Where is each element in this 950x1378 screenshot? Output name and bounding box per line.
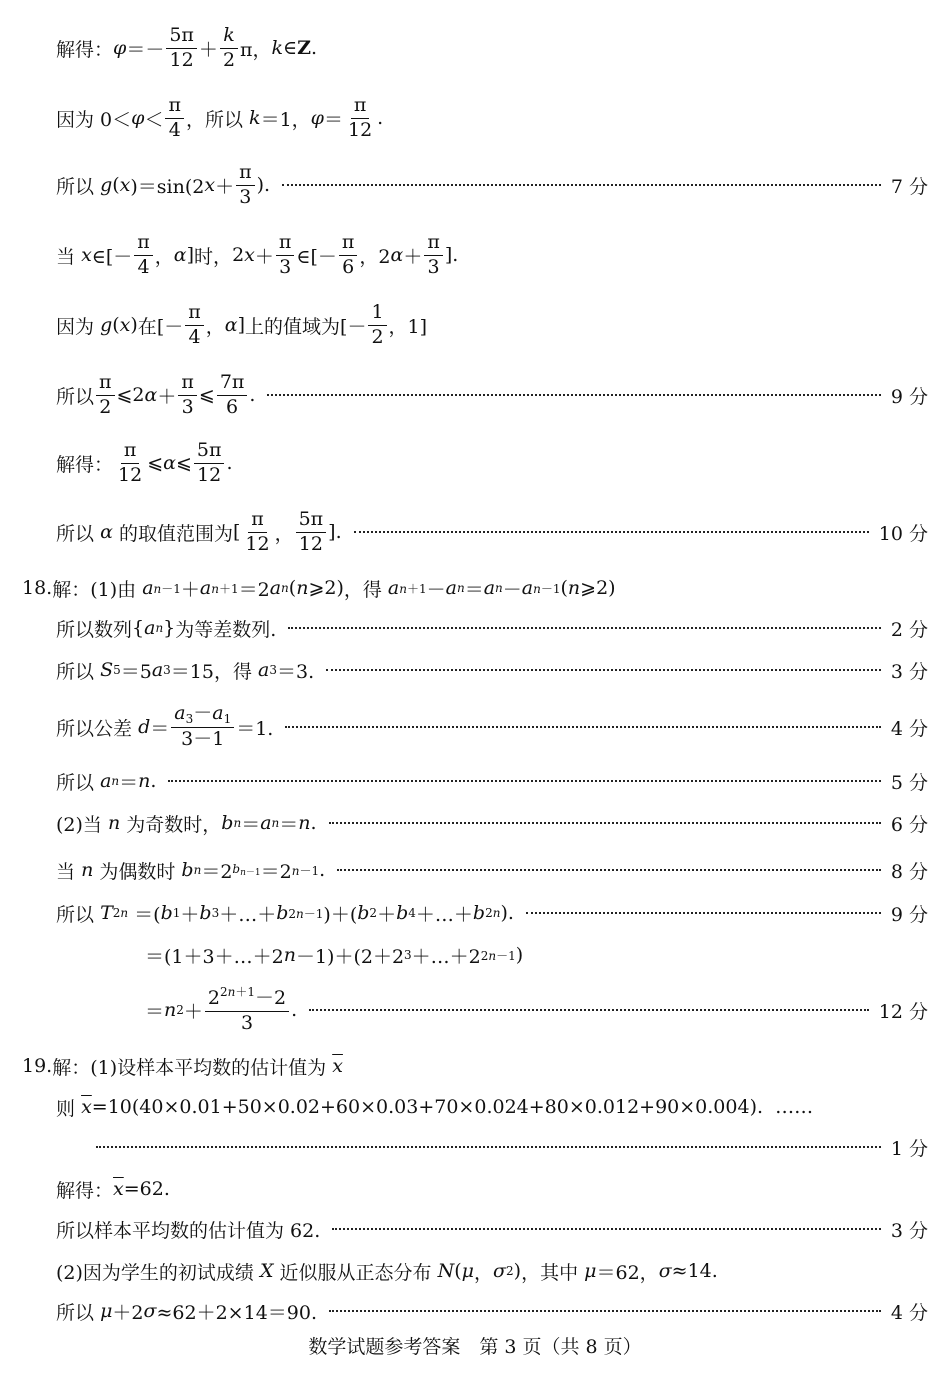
dot-leader bbox=[337, 869, 881, 871]
score-9b: 9 分 bbox=[890, 903, 928, 926]
alpha-range-line: 所以 α 的取值范围为 [ $\frac{\pi}{12}$ ， $\frac{5\pi}{12}$ ]. 10 分 bbox=[56, 507, 928, 555]
solve-phi-line: 解得： φ ＝－ $\frac{5\pi}{12}$ ＋ $\frac{k}{2}$ π， k ∈ Z . bbox=[56, 23, 318, 71]
q19-mean-line: 则 $\overline{x}$ =10(40×0.01+50×0.02+60×0.03+70×0.024+80×0.012+90×0.004). …… bbox=[56, 1096, 814, 1120]
dot-leader bbox=[354, 531, 869, 533]
score-12: 12 分 bbox=[878, 1000, 928, 1023]
q18-odd-line: (2)当 n 为奇数时， b n ＝ a n ＝ n . 6 分 bbox=[56, 809, 928, 837]
q18-s5-line: 所以 S 5 ＝5 a 3 ＝15 ，得 a 3 ＝3. 3 分 bbox=[56, 656, 928, 684]
dot-leader bbox=[329, 822, 881, 824]
g-expression-line: 所以 g ( x )＝sin(2 x ＋ $\frac{\pi}{3}$ ). 7 分 bbox=[56, 160, 928, 208]
q18-intro: 18. 解：(1)由 a n－1 ＋ a n＋1 ＝2 a n ( n ⩾2) ，得 a n＋1 － a n ＝ a n － a n－1 ( n ⩾2) bbox=[22, 577, 616, 601]
phi-range-line: 因为 0＜ φ ＜ $\frac{\pi}{4}$ ，所以 k ＝1， φ ＝ $\frac{\pi}{12}$ . bbox=[56, 93, 384, 141]
score-9: 9 分 bbox=[890, 385, 928, 408]
dot-leader bbox=[329, 1310, 881, 1312]
score-10: 10 分 bbox=[878, 522, 928, 545]
dot-leader bbox=[282, 184, 881, 186]
score-7: 7 分 bbox=[890, 175, 928, 198]
dot-leader bbox=[332, 1228, 881, 1230]
score-4: 4 分 bbox=[890, 717, 928, 740]
dot-leader bbox=[526, 912, 881, 914]
value-range-line: 因为 g ( x ) 在 [－ $\frac{\pi}{4}$ ， α ] 上的值域为 [－ $\frac{1}{2}$ ，1] bbox=[56, 300, 428, 348]
dot-leader bbox=[309, 1009, 869, 1011]
q18-sum-result-line: ＝ n 2 ＋ $\frac{2^{2n+1}-2}{3}$ . 12 分 bbox=[145, 984, 928, 1034]
q18-number: 18. bbox=[22, 577, 53, 599]
score-6: 6 分 bbox=[890, 813, 928, 836]
dot-leader bbox=[267, 394, 880, 396]
q18-sum-line: 所以 T 2n ＝( b 1 ＋ b 3 ＋…＋ b 2n－1 )＋( b 2 ＋ b 4 ＋…＋ b 2n ). 9 分 bbox=[56, 898, 928, 928]
x-interval-line: 当 x ∈[－ $\frac{\pi}{4}$ ， α ] 时， 2 x ＋ $\frac{\pi}{3}$ ∈[－ $\frac{\pi}{6}$ ，2 α ＋ $\frac{\pi}{3}$ ]. bbox=[56, 230, 459, 278]
page-footer: 数学试题参考答案 第 3 页（共 8 页） bbox=[308, 1336, 642, 1358]
score-4b: 4 分 bbox=[890, 1301, 928, 1324]
q18-arithmetic-line: 所以数列 { a n } 为等差数列. 2 分 bbox=[56, 614, 928, 642]
score-2: 2 分 bbox=[890, 618, 928, 641]
q19-estimate-line: 所以样本平均数的估计值为 62. 3 分 bbox=[56, 1215, 928, 1243]
q18-an-line: 所以 a n ＝ n . 5 分 bbox=[56, 767, 928, 795]
alpha-solution-line: 解得： $\frac{\pi}{12}$ ⩽ α ⩽ $\frac{5\pi}{12}$ . bbox=[56, 438, 233, 486]
q19-number: 19. bbox=[22, 1055, 53, 1077]
dot-leader bbox=[168, 780, 880, 782]
q18-sum-expand-line: ＝(1＋3＋…＋2 n －1)＋(2＋2 3 ＋…＋2 2n－1 ) bbox=[145, 944, 524, 968]
score-8: 8 分 bbox=[890, 860, 928, 883]
score-3: 3 分 bbox=[890, 660, 928, 683]
q19-bound-line: 所以 μ ＋2 σ ≈62＋2×14＝90. 4 分 bbox=[56, 1297, 928, 1325]
q18-common-difference-line: 所以公差 d ＝ $\frac{a_3-a_1}{3-1}$ ＝1. 4 分 bbox=[56, 701, 928, 751]
q19-mean-score-line bbox=[96, 1133, 928, 1161]
dot-leader bbox=[285, 726, 881, 728]
q19-intro: 19. 解：(1)设样本平均数的估计值为 $\overline{x}$ bbox=[22, 1055, 343, 1079]
q19-solve-line: 解得： $\overline{x}$ =62. bbox=[56, 1178, 170, 1202]
q18-even-line: 当 n 为偶数时 b n ＝2 $b_{n-1}$ ＝2 n－1 . 8 分 bbox=[56, 854, 928, 886]
inequality-line: 所以 $\frac{\pi}{2}$ ⩽2 α ＋ $\frac{\pi}{3}$ ⩽ $\frac{7\pi}{6}$ . 9 分 bbox=[56, 370, 928, 418]
score-3b: 3 分 bbox=[890, 1219, 928, 1242]
dot-leader bbox=[326, 669, 881, 671]
dot-leader bbox=[288, 627, 881, 629]
score-1: 1 分 bbox=[890, 1137, 928, 1160]
dot-leader bbox=[96, 1146, 881, 1148]
q19-normal-line: (2)因为学生的初试成绩 X 近似服从正态分布 N ( μ ， σ 2 ) ，其中 μ ＝62， σ ≈14. bbox=[56, 1260, 718, 1284]
score-5: 5 分 bbox=[890, 771, 928, 794]
